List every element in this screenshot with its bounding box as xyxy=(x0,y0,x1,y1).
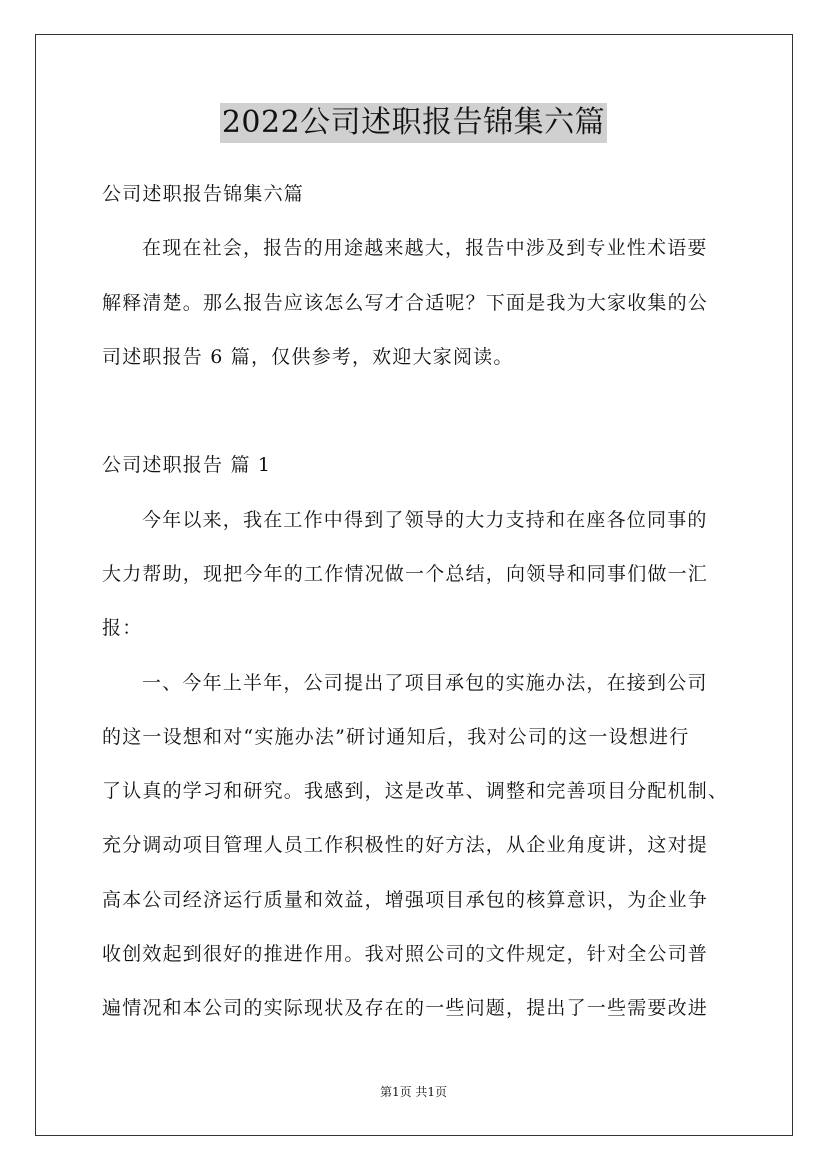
paragraph-line: 充分调动项目管理人员工作积极性的好方法，从企业角度讲，这对提 xyxy=(102,834,709,856)
title-container xyxy=(0,103,827,143)
intro-line: 司述职报告 6 篇，仅供参考，欢迎大家阅读。 xyxy=(102,346,514,368)
subtitle: 公司述职报告锦集六篇 xyxy=(102,183,305,205)
document-title: 2022公司述职报告锦集六篇 xyxy=(220,103,607,143)
paragraph-line: 遍情况和本公司的实际现状及存在的一些问题，提出了一些需要改进 xyxy=(102,997,709,1019)
paragraph-line: 的这一设想和对“实施办法”研讨通知后，我对公司的这一设想进行 xyxy=(102,726,690,748)
paragraph-line: 了认真的学习和研究。我感到，这是改革、调整和完善项目分配机制、 xyxy=(102,780,729,802)
paragraph-line: 今年以来，我在工作中得到了领导的大力支持和在座各位同事的 xyxy=(142,509,708,531)
paragraph-line: 高本公司经济运行质量和效益，增强项目承包的核算意识，为企业争 xyxy=(102,889,709,911)
paragraph-line: 大力帮助，现把今年的工作情况做一个总结，向领导和同事们做一汇 xyxy=(102,563,709,585)
paragraph-line: 一、今年上半年，公司提出了项目承包的实施办法，在接到公司 xyxy=(142,672,708,694)
intro-line: 在现在社会，报告的用途越来越大，报告中涉及到专业性术语要 xyxy=(142,237,708,259)
paragraph-line: 报： xyxy=(102,617,143,639)
page-footer: 第1页 共1页 xyxy=(379,1085,448,1099)
paragraph-line: 收创效起到很好的推进作用。我对照公司的文件规定，针对全公司普 xyxy=(102,943,709,965)
intro-line: 解释清楚。那么报告应该怎么写才合适呢？下面是我为大家收集的公 xyxy=(102,292,709,314)
section-heading: 公司述职报告 篇 1 xyxy=(102,454,272,476)
